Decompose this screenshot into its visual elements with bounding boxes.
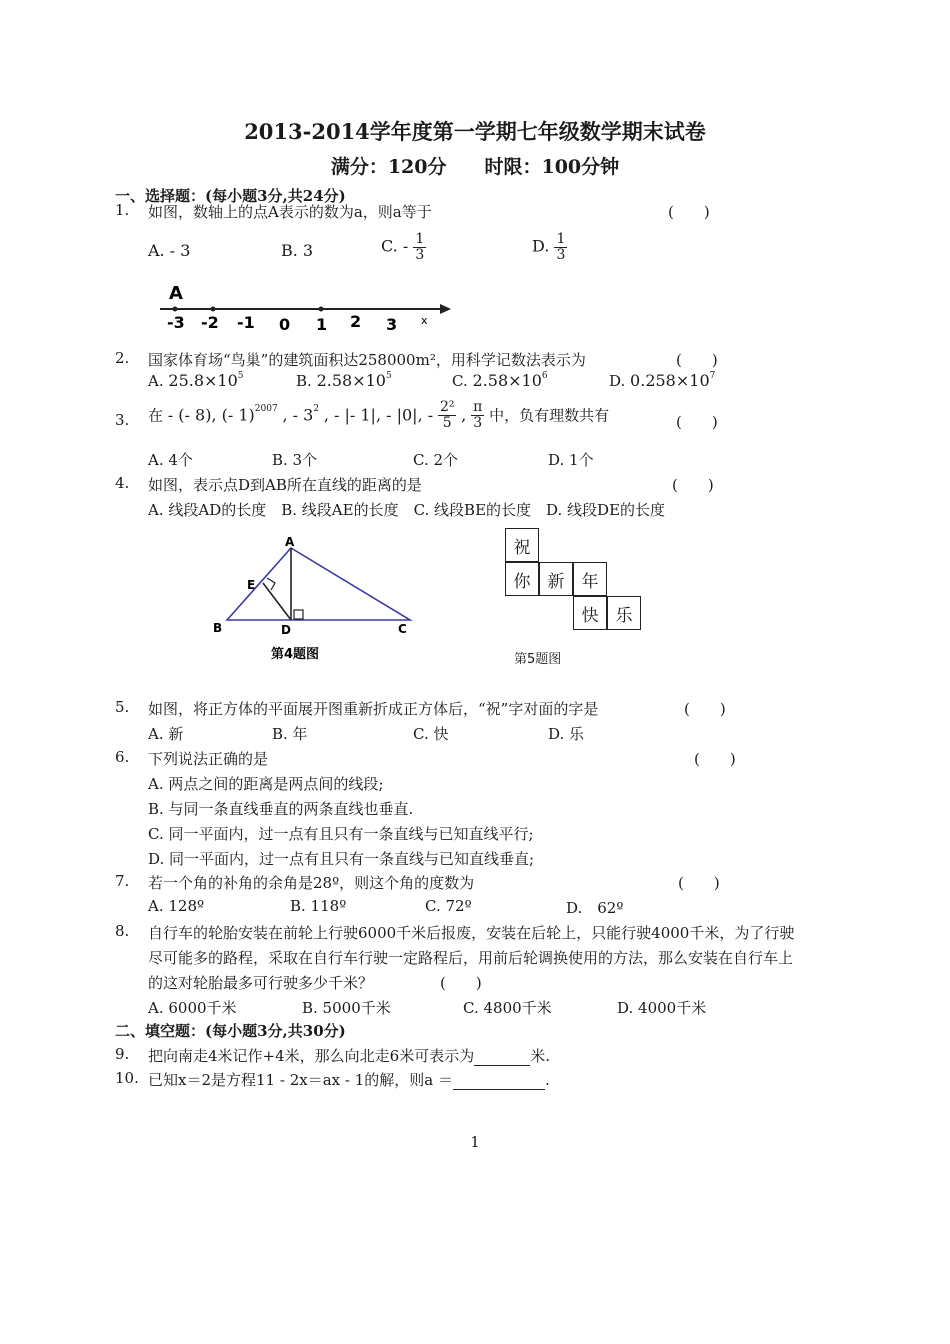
- q3-expr-2-exponent: 2: [313, 404, 320, 415]
- q6-option-b: B. 与同一条直线垂直的两条直线也垂直.: [148, 800, 414, 818]
- figure-4-caption: 第4题图: [271, 647, 320, 662]
- q8-line-2: 尽可能多的路程，采取在自行车行驶一定路程后，用前后轮调换使用的方法，那么安装在自行车上: [148, 949, 794, 967]
- triangle-figure: [205, 530, 435, 670]
- q3-expr-1-exponent: 2007: [254, 404, 278, 415]
- q2-option-c-value: 2.58×10: [472, 371, 542, 390]
- q9-answer-blank[interactable]: [474, 1047, 530, 1066]
- q2-option-b-value: 2.58×10: [316, 371, 386, 390]
- q4-number: 4.: [115, 474, 130, 492]
- q7-answer-paren: ( ): [678, 874, 720, 892]
- q1-option-a: A. - 3: [148, 241, 191, 260]
- q1-option-b: B. 3: [281, 241, 314, 260]
- tick-dot-1: [319, 307, 324, 312]
- label-e: E: [247, 578, 256, 592]
- q4-options: A. 线段AD的长度 B. 线段AE的长度 C. 线段BE的长度 D. 线段DE的长度: [148, 501, 666, 519]
- tick-label-2: 2: [350, 312, 362, 331]
- q5-answer-paren: ( ): [684, 700, 726, 718]
- q1-option-d: [532, 232, 567, 262]
- q8-option-d: D. 4000千米: [617, 999, 707, 1017]
- q2-option-a-label: A.: [148, 372, 164, 390]
- q2-option-c-label: C.: [452, 372, 468, 390]
- q2-option-d: [609, 371, 715, 390]
- q9-text-tail: 米.: [530, 1047, 550, 1065]
- segment-de: [263, 583, 291, 620]
- q1-option-c-prefix: C. -: [381, 236, 409, 256]
- number-line-arrow-icon: [440, 304, 451, 314]
- q3-fraction-1-denominator: 5: [442, 414, 452, 431]
- q3-option-b: B. 3个: [272, 451, 318, 469]
- section-heading-fill: 二、填空题：(每小题3分,共30分): [115, 1022, 346, 1040]
- q6-text: 下列说法正确的是: [148, 750, 269, 768]
- q3-fraction-2-denominator: 3: [473, 414, 483, 431]
- q4-answer-paren: ( ): [672, 476, 714, 494]
- q10-text-tail: .: [544, 1071, 550, 1089]
- tick-label-1: 1: [316, 315, 328, 334]
- q7-option-d: D. 62º: [566, 899, 624, 917]
- q1-option-d-denominator: 3: [556, 246, 566, 263]
- label-b: B: [213, 621, 223, 635]
- q3-answer-paren: ( ): [676, 413, 718, 431]
- q2-option-b-exponent: 5: [385, 371, 392, 381]
- q3-option-d: D. 1个: [548, 451, 594, 469]
- net-cell-kuai: 快: [573, 596, 607, 630]
- q6-option-d: D. 同一平面内，过一点有且只有一条直线与已知直线垂直;: [148, 850, 535, 868]
- tick-label-0: 0: [279, 315, 291, 334]
- q7-option-c: C. 72º: [425, 897, 472, 915]
- q10-answer-blank[interactable]: [453, 1071, 545, 1090]
- tick-label-minus-2: -2: [201, 313, 219, 332]
- q3-fraction-1-numerator: 2²: [439, 399, 455, 415]
- net-cell-xin: 新: [539, 562, 573, 596]
- number-line-figure: [155, 280, 455, 340]
- right-angle-mark-e: [267, 578, 275, 590]
- q9-text: [148, 1045, 550, 1066]
- q1-number: 1.: [115, 201, 130, 219]
- net-cell-le: 乐: [607, 596, 641, 630]
- q3-number: 3.: [115, 411, 130, 429]
- q3-text: [148, 400, 609, 430]
- q8-answer-paren: ( ): [440, 974, 482, 992]
- q2-option-b: [296, 371, 392, 390]
- q1-option-c: [381, 232, 426, 262]
- q7-text: 若一个角的补角的余角是28º，则这个角的度数为: [148, 874, 475, 892]
- q8-number: 8.: [115, 922, 130, 940]
- q2-text: 国家体育场“鸟巢”的建筑面积达258000m²，用科学记数法表示为: [148, 351, 586, 369]
- q3-expr-3: , - |- 1|, - |0|, -: [323, 405, 434, 425]
- q7-option-b: B. 118º: [290, 897, 347, 915]
- q2-option-d-value: 0.258×10: [630, 371, 710, 390]
- q6-number: 6.: [115, 748, 130, 766]
- tick-label-minus-1: -1: [237, 313, 255, 332]
- q8-option-b: B. 5000千米: [302, 999, 391, 1017]
- q2-option-d-label: D.: [609, 372, 626, 390]
- q5-option-b: B. 年: [272, 725, 308, 743]
- net-cell-ni: 你: [505, 562, 539, 596]
- q6-answer-paren: ( ): [694, 750, 736, 768]
- q10-text-body: 已知x＝2是方程11 - 2x＝ax - 1的解，则a ＝: [148, 1071, 453, 1089]
- q3-expr-2: , - 3: [282, 405, 314, 425]
- q7-number: 7.: [115, 872, 130, 890]
- q2-option-c-exponent: 6: [541, 371, 548, 381]
- q8-option-a: A. 6000千米: [148, 999, 237, 1017]
- page-subtitle: 满分：120分 时限：100分钟: [330, 156, 620, 178]
- q10-text: [148, 1069, 550, 1090]
- q3-option-a: A. 4个: [148, 451, 193, 469]
- q8-line-3: 的这对轮胎最多可行驶多少千米？: [148, 974, 374, 992]
- q1-option-d-numerator: 1: [556, 231, 566, 247]
- section-heading-choice: 一、选择题：(每小题3分,共24分): [115, 187, 346, 205]
- q2-option-a: [148, 371, 244, 390]
- point-a-label: A: [169, 283, 183, 304]
- net-cell-zhu: 祝: [505, 528, 539, 562]
- page-title: 2013-2014学年度第一学期七年级数学期末试卷: [244, 119, 706, 144]
- tick-label-minus-3: -3: [167, 313, 185, 332]
- q3-suffix: 中，负有理数共有: [489, 406, 610, 425]
- q3-expr-1: - (- 8), (- 1): [167, 405, 255, 425]
- tick-label-3: 3: [386, 315, 398, 334]
- q2-number: 2.: [115, 349, 130, 367]
- q1-option-c-numerator: 1: [415, 231, 425, 247]
- axis-label-x: x: [421, 314, 428, 327]
- q9-number: 9.: [115, 1045, 130, 1063]
- q3-comma: ,: [461, 405, 467, 425]
- q8-option-c: C. 4800千米: [463, 999, 552, 1017]
- q6-option-c: C. 同一平面内，过一点有且只有一条直线与已知直线平行;: [148, 825, 534, 843]
- q2-answer-paren: ( ): [676, 351, 718, 369]
- q2-option-a-value: 25.8×10: [168, 371, 238, 390]
- q3-prefix: 在: [148, 406, 164, 425]
- q5-option-a: A. 新: [148, 725, 184, 743]
- net-cell-nian: 年: [573, 562, 607, 596]
- q4-text: 如图，表示点D到AB所在直线的距离的是: [148, 476, 422, 494]
- q5-option-d: D. 乐: [548, 725, 585, 743]
- figure-5-caption: 第5题图: [514, 652, 562, 667]
- q6-option-a: A. 两点之间的距离是两点间的线段;: [148, 775, 384, 793]
- label-a: A: [285, 535, 295, 549]
- q2-option-d-exponent: 7: [709, 371, 716, 381]
- label-c: C: [398, 622, 407, 636]
- q10-number: 10.: [115, 1069, 139, 1087]
- q2-option-a-exponent: 5: [237, 371, 244, 381]
- q1-answer-paren: ( ): [668, 203, 710, 221]
- q9-text-body: 把向南走4米记作+4米，那么向北走6米可表示为: [148, 1047, 475, 1065]
- page-number: 1: [470, 1133, 480, 1151]
- tick-dot-minus-2: [211, 307, 216, 312]
- q2-option-b-label: B.: [296, 372, 312, 390]
- q7-option-a: A. 128º: [148, 897, 205, 915]
- right-angle-mark-d: [294, 610, 303, 619]
- q1-text: 如图，数轴上的点A表示的数为a，则a等于: [148, 203, 432, 221]
- label-d: D: [281, 623, 291, 637]
- q5-option-c: C. 快: [413, 725, 449, 743]
- q5-text: 如图，将正方体的平面展开图重新折成正方体后，“祝”字对面的字是: [148, 700, 599, 718]
- q8-line-1: 自行车的轮胎安装在前轮上行驶6000千米后报废，安装在后轮上，只能行驶4000千米，为了行驶: [148, 924, 795, 942]
- q1-option-c-denominator: 3: [415, 246, 425, 263]
- q1-option-d-prefix: D.: [532, 236, 550, 256]
- point-a-dot: [173, 307, 178, 312]
- q5-number: 5.: [115, 698, 130, 716]
- q3-option-c: C. 2个: [413, 451, 459, 469]
- q3-fraction-2-numerator: π: [473, 399, 483, 415]
- q2-option-c: [452, 371, 548, 390]
